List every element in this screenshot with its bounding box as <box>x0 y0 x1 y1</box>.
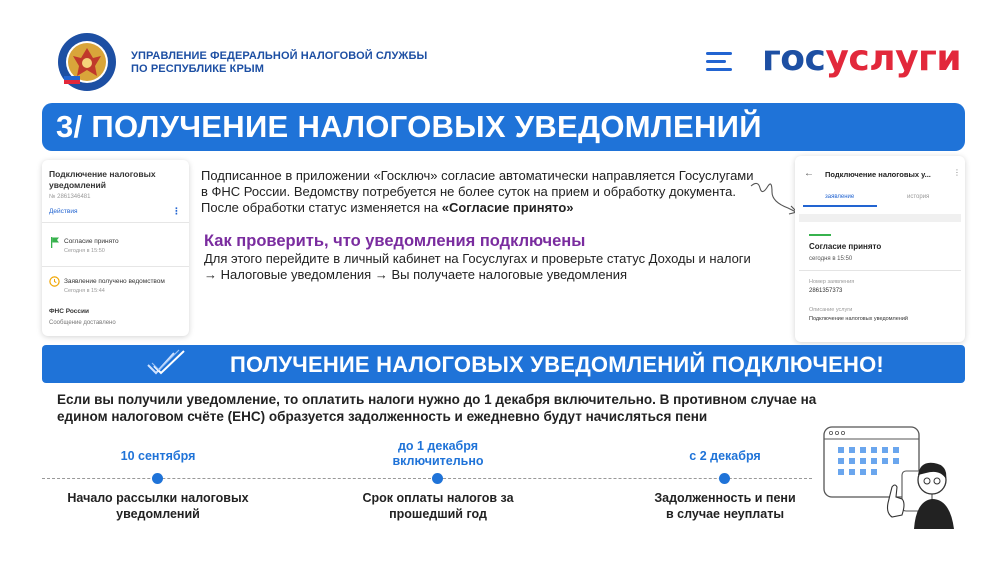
timeline-desc-2 <box>338 490 538 522</box>
timeline-desc-1 <box>52 490 264 522</box>
more-icon[interactable]: ⋮ <box>172 206 181 216</box>
actions-link[interactable]: Действия <box>49 208 78 215</box>
success-text: ПОЛУЧЕНИЕ НАЛОГОВЫХ УВЕДОМЛЕНИЙ ПОДКЛЮЧЕНО! <box>230 352 884 377</box>
right-phone-card <box>795 156 965 342</box>
tab-indicator <box>803 205 877 207</box>
org-label: ФНС России <box>49 308 90 315</box>
card-number: № 2861346481 <box>49 194 91 200</box>
header <box>0 0 1000 100</box>
timeline-date-2-line2: включительно <box>392 454 484 468</box>
timeline-date-2-line1: до 1 декабря <box>397 439 479 453</box>
tab-application[interactable]: заявление <box>825 194 855 200</box>
card-title: Подключение налоговых уведомлений <box>49 169 156 190</box>
status-accepted-time: Сегодня в 15:50 <box>64 248 105 254</box>
fns-emblem-icon <box>57 32 117 92</box>
service-description-label: Описание услуги <box>809 307 853 313</box>
clock-icon <box>49 276 60 287</box>
flag-icon <box>50 237 60 248</box>
divider <box>42 266 189 267</box>
description-bold: «Согласие принято» <box>441 200 574 215</box>
timeline-dot-1 <box>152 473 163 484</box>
timeline-desc-3 <box>630 490 820 522</box>
page-title: 3/ ПОЛУЧЕНИЕ НАЛОГОВЫХ УВЕДОМЛЕНИЙ <box>56 109 762 144</box>
timeline-dot-3 <box>719 473 730 484</box>
more-icon[interactable]: ⋮ <box>953 168 961 177</box>
payment-info: Если вы получили уведомление, то оплатить налоги нужно до 1 декабря включительно. В противном случае на едином налоговом счёте (ЕНС) образуется задолженность и ежедневно будут начисляться пени <box>57 392 817 424</box>
status-indicator <box>809 234 831 236</box>
timeline-date-3: с 2 декабря <box>689 449 761 463</box>
status-accepted: Согласие принято <box>809 242 882 251</box>
divider <box>42 222 189 223</box>
tab-history[interactable]: история <box>907 194 930 200</box>
menu-icon[interactable] <box>706 50 732 72</box>
timeline-desc-1-line1: Начало рассылки налоговых <box>67 491 249 505</box>
org-name <box>131 50 427 76</box>
divider <box>799 214 961 222</box>
timeline-date-1: 10 сентября <box>120 449 196 463</box>
logo-part-uslugi: услуги <box>825 38 962 79</box>
success-banner <box>42 345 965 383</box>
logo-part-gos: гос <box>762 38 826 79</box>
gosuslugi-logo[interactable] <box>762 38 961 79</box>
message-status: Сообщение доставлено <box>49 320 116 326</box>
left-phone-card <box>42 160 189 336</box>
status-received-time: Сегодня в 15:44 <box>64 288 105 294</box>
calendar-person-illustration <box>822 425 962 530</box>
description-text: Подписанное в приложении «Госключ» согласие автоматически направляется Госуслугами в ФНС России. Ведомству потребуется не более суток на прием и обработку документа. После обработки статус изменяется на <box>201 168 754 215</box>
timeline-desc-2-line1: Срок оплаты налогов за <box>362 491 514 505</box>
status-received: Заявление получено ведомством <box>64 278 165 285</box>
application-number-label: Номер заявления <box>809 279 855 285</box>
timeline-desc-3-line1: Задолженность и пени <box>654 491 796 505</box>
double-check-icon <box>144 349 188 379</box>
timeline-desc-2-line2: прошедший год <box>389 507 487 521</box>
application-number-value: 2861357373 <box>809 288 843 294</box>
timeline-desc-1-line2: уведомлений <box>116 507 200 521</box>
back-arrow-icon[interactable]: ← <box>804 168 814 179</box>
title-banner <box>42 103 965 151</box>
service-description-value: Подключение налоговых уведомлений <box>809 316 908 322</box>
arrow-squiggle-icon <box>748 178 800 218</box>
status-accepted: Согласие принято <box>64 238 119 245</box>
status-time: сегодня в 15:50 <box>809 256 853 262</box>
card-header: Подключение налоговых у... <box>825 170 931 179</box>
timeline-desc-3-line2: в случае неуплаты <box>666 507 784 521</box>
org-name-line2: ПО РЕСПУБЛИКЕ КРЫМ <box>131 63 265 75</box>
description-paragraph <box>201 168 761 216</box>
check-heading: Как проверить, что уведомления подключены <box>204 232 586 250</box>
check-instructions: Для этого перейдите в личный кабинет на Госуслугах и проверьте статус Доходы и налоги → Налоговые уведомления → Вы получаете налоговые уведомления <box>204 251 751 282</box>
org-name-line1: УПРАВЛЕНИЕ ФЕДЕРАЛЬНОЙ НАЛОГОВОЙ СЛУЖБЫ <box>131 50 428 62</box>
timeline-date-2 <box>378 439 498 469</box>
divider <box>799 270 961 271</box>
timeline-dot-2 <box>432 473 443 484</box>
